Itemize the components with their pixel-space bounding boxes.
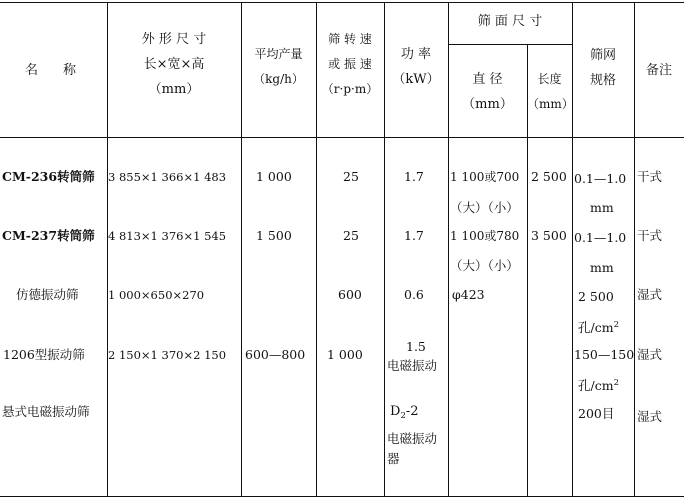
row5-name: 悬式电磁振动筛 — [2, 404, 90, 419]
header-dimensions — [107, 32, 241, 97]
row2-name: CM-237转筒筛 — [2, 228, 95, 243]
row1-speed: 25 — [343, 169, 359, 184]
header-dimensions-line1: 外 形 尺 寸 — [141, 32, 207, 47]
row5-mesh: 200目 — [578, 406, 615, 421]
table-bottom-rule — [0, 496, 684, 497]
row3-name: 仿德振动筛 — [16, 287, 79, 302]
header-length-line2: （mm） — [527, 97, 574, 111]
header-avg-output-line2: （kg/h） — [253, 72, 304, 86]
row3-mesh-line1: 2 500 — [578, 289, 614, 304]
row1-output: 1 000 — [256, 169, 292, 184]
header-power-line2: （kW） — [392, 72, 440, 87]
row2-output: 1 500 — [256, 228, 292, 243]
row1-name: CM-236转筒筛 — [2, 169, 95, 184]
row5-power-model-sub: 2 — [400, 411, 406, 421]
row3-mesh-unit-exponent: 2 — [613, 320, 619, 330]
header-length-line1: 长度 — [537, 72, 562, 86]
row3-dimensions: 1 000×650×270 — [108, 288, 205, 302]
row3-power: 0.6 — [404, 287, 424, 302]
row1-dimensions: 3 855×1 366×1 483 — [108, 170, 227, 184]
header-dimensions-line3: （mm） — [148, 82, 200, 97]
header-bottom-rule — [0, 137, 684, 138]
row4-mesh-unit-exponent: 2 — [613, 378, 619, 388]
screen-size-header-rule — [448, 44, 572, 45]
header-length — [527, 72, 572, 112]
row2-mesh-line2: mm — [590, 260, 614, 275]
row1-length: 2 500 — [531, 169, 567, 184]
header-mesh-line1: 筛网 — [589, 48, 616, 63]
row4-power-line1: 1.5 — [406, 339, 426, 354]
header-power — [384, 47, 448, 87]
row2-remark: 干式 — [637, 228, 663, 243]
header-diameter — [448, 72, 527, 112]
row2-speed: 25 — [343, 228, 359, 243]
row4-dimensions: 2 150×1 370×2 150 — [108, 348, 227, 362]
header-speed — [316, 32, 384, 97]
row4-output: 600—800 — [245, 347, 306, 362]
header-mesh — [572, 48, 634, 88]
row5-power-model — [390, 405, 419, 423]
header-dimensions-line2: 长×宽×高 — [143, 57, 205, 72]
row5-power-line2: 电磁振动 — [387, 431, 438, 446]
row1-mesh-line1: 0.1—1.0 — [574, 171, 627, 186]
row2-length: 3 500 — [531, 228, 567, 243]
row5-power-line3: 器 — [387, 451, 400, 466]
row4-mesh-line1: 150—150 — [574, 347, 635, 362]
header-avg-output — [241, 47, 316, 87]
row2-diameter-line2: （大）（小） — [450, 258, 519, 273]
row2-dimensions: 4 813×1 376×1 545 — [108, 229, 227, 243]
header-avg-output-line1: 平均产量 — [254, 47, 303, 61]
row4-power-line2: 电磁振动 — [387, 358, 438, 373]
row1-mesh-line2: mm — [590, 200, 614, 215]
row1-diameter-line2: （大）（小） — [450, 200, 519, 215]
table-top-rule — [0, 2, 684, 3]
header-diameter-line2: （mm） — [462, 97, 513, 112]
header-remark: 备注 — [645, 63, 672, 78]
row5-power-model-main: D — [390, 404, 401, 419]
row5-power-model-tail: -2 — [405, 404, 419, 419]
header-speed-line1: 筛 转 速 — [328, 32, 372, 46]
row4-mesh-line2 — [578, 376, 619, 393]
header-diameter-line1: 直 径 — [472, 72, 503, 87]
row4-name: 1206型振动筛 — [3, 347, 85, 362]
row3-diameter: φ423 — [452, 287, 485, 302]
header-speed-line2: 或 振 速 — [328, 57, 372, 71]
row1-power: 1.7 — [404, 169, 424, 184]
row3-speed: 600 — [338, 287, 362, 302]
row1-diameter-line1: 1 100或700 — [450, 170, 520, 184]
row4-mesh-unit: 孔/cm — [578, 378, 614, 393]
header-name: 名 称 — [24, 63, 82, 78]
row5-remark: 湿式 — [637, 409, 663, 424]
row4-remark: 湿式 — [637, 347, 663, 362]
header-screen-size: 筛 面 尺 寸 — [477, 14, 543, 29]
row2-power: 1.7 — [404, 228, 424, 243]
row4-speed: 1 000 — [327, 347, 363, 362]
header-power-line1: 功 率 — [400, 47, 432, 62]
header-speed-line3: （r·p·m） — [321, 82, 379, 96]
row3-mesh-line2 — [578, 318, 619, 335]
row2-diameter-line1: 1 100或780 — [450, 229, 520, 243]
row1-remark: 干式 — [637, 169, 663, 184]
header-mesh-line2: 规格 — [589, 73, 616, 88]
row3-remark: 湿式 — [637, 287, 663, 302]
row2-mesh-line1: 0.1—1.0 — [574, 230, 627, 245]
row3-mesh-unit: 孔/cm — [578, 320, 614, 335]
